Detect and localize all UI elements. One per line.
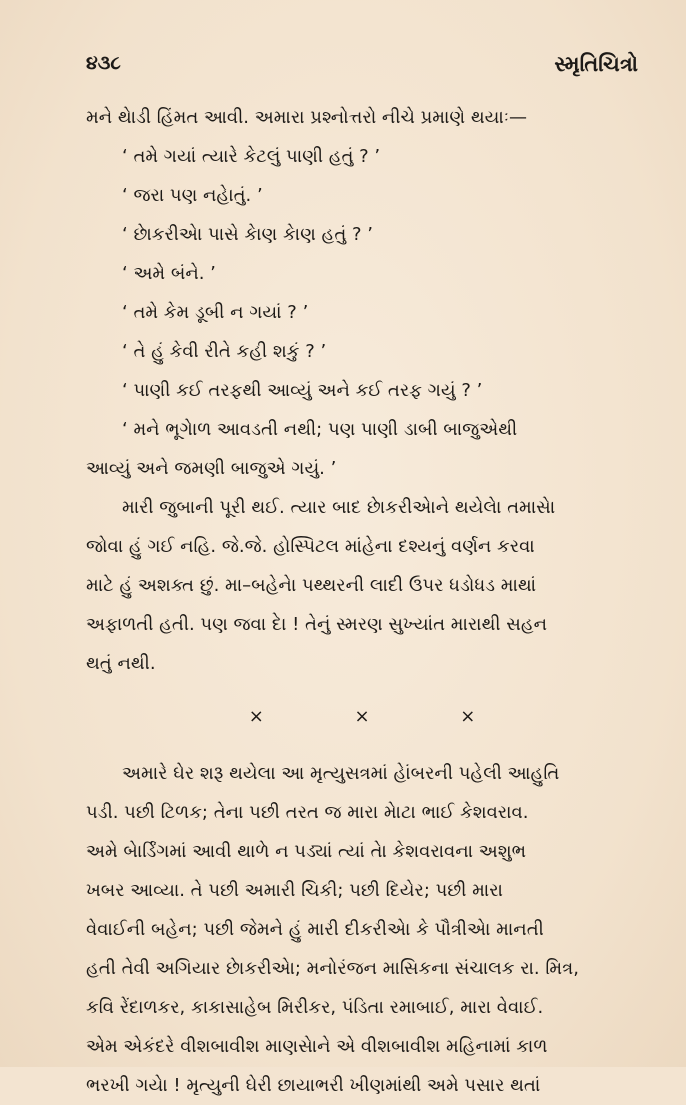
text-line: પડી. પછી ટિળક; તેના પછી તરત જ મારા મેાટા ભાઈ કેશવરાવ. — [86, 802, 529, 823]
text-line: થતું નથી. — [86, 653, 156, 674]
dialogue-line: ‘ તમે ગયાં ત્યારે કેટલું પાણી હતું ? ’ — [122, 146, 381, 167]
text-line: મને થેાડી હિંમત આવી. અમારા પ્રશ્નોત્તરો નીચે પ્રમાણે થયાઃ— — [86, 107, 527, 128]
page-number: ૪૩૮ — [86, 52, 121, 74]
text-line: વેવાઈની બહેન; પછી જેમને હું મારી દીકરીએા કે પૌત્રીએા માનતી — [86, 919, 544, 940]
text-line: અમે બેાર્ડિંગમાં આવી થાળે ન પડ્યાં ત્યાં તેા કેશવરાવના અશુભ — [86, 841, 527, 862]
running-head-title: સ્મૃતિચિત્રો — [554, 52, 638, 76]
text-line: એમ એકંદરે વીશબાવીશ માણસેાને એ વીશબાવીશ મહિનામાં કાળ — [86, 1036, 548, 1057]
text-line: ભરખી ગયેા ! મૃત્યુની ઘેરી છાયાભરી ખીણમાંથી અમે પસાર થતાં — [86, 1075, 541, 1096]
text-line: મારી જુબાની પૂરી થઈ. ત્યાર બાદ છેાકરીએાને થયેલેા તમાસેા — [122, 497, 556, 518]
text-line: અમારે ઘેર શરૂ થયેલા આ મૃત્યુસત્રમાં હેાંબરની પહેલી આહુતિ — [122, 763, 560, 784]
dialogue-line: ‘ છેાકરીએા પાસે કેાણ કેાણ હતું ? ’ — [122, 224, 373, 245]
dialogue-line: ‘ અમે બંને. ’ — [122, 263, 216, 284]
dialogue-line: ‘ જરા પણ નહેાતું. ’ — [122, 185, 263, 206]
section-separator — [86, 697, 638, 736]
page-header — [86, 52, 638, 82]
dialogue-line: ‘ પાણી કઈ તરફથી આવ્યું અને કઈ તરફ ગયું ? ’ — [122, 380, 483, 401]
text-line: આવ્યું અને જમણી બાજુએ ગયું. ’ — [86, 458, 337, 479]
text-line: અફાળતી હતી. પણ જવા દેા ! તેનું સ્મરણ સુખ્યાંત મારાથી સહન — [86, 614, 548, 635]
paragraph — [86, 754, 638, 1105]
separator-mark: × — [460, 706, 476, 727]
dialogue-line: ‘ તે હું કેવી રીતે કહી શકું ? ’ — [122, 341, 327, 362]
paragraph — [86, 410, 638, 488]
separator-mark: × — [248, 706, 264, 727]
text-line: કવિ રેંદાળકર, કાકાસાહેબ મિરીકર, પંડિતા રમાબાઈ, મારા વેવાઈ. — [86, 997, 544, 1018]
text-line: હતી તેવી અગિયાર છેાકરીએા; મનોરંજન માસિકના સંચાલક રા. મિત્ર, — [86, 958, 579, 979]
text-line: ‘ મને ભૂગેાળ આવડતી નથી; પણ પાણી ડાબી બાજુએથી — [122, 419, 518, 440]
paragraph — [86, 488, 638, 683]
dialogue-line: ‘ તમે કેમ ડૂબી ન ગયાં ? ’ — [122, 302, 309, 323]
separator-mark: × — [354, 706, 370, 727]
body-text — [86, 98, 638, 1105]
text-line: જોવા હું ગઈ નહિ. જે.જે. હોસ્પિટલ માંહેના દશ્યનું વર્ણન કરવા — [86, 536, 535, 557]
text-line: માટે હું અશક્ત છું. મા–બહેનેા પથ્થરની લાદી ઉપર ધડોધડ માથાં — [86, 575, 537, 596]
text-line: ખબર આવ્યા. તે પછી અમારી ચિકી; પછી દિયેર; પછી મારા — [86, 880, 503, 901]
